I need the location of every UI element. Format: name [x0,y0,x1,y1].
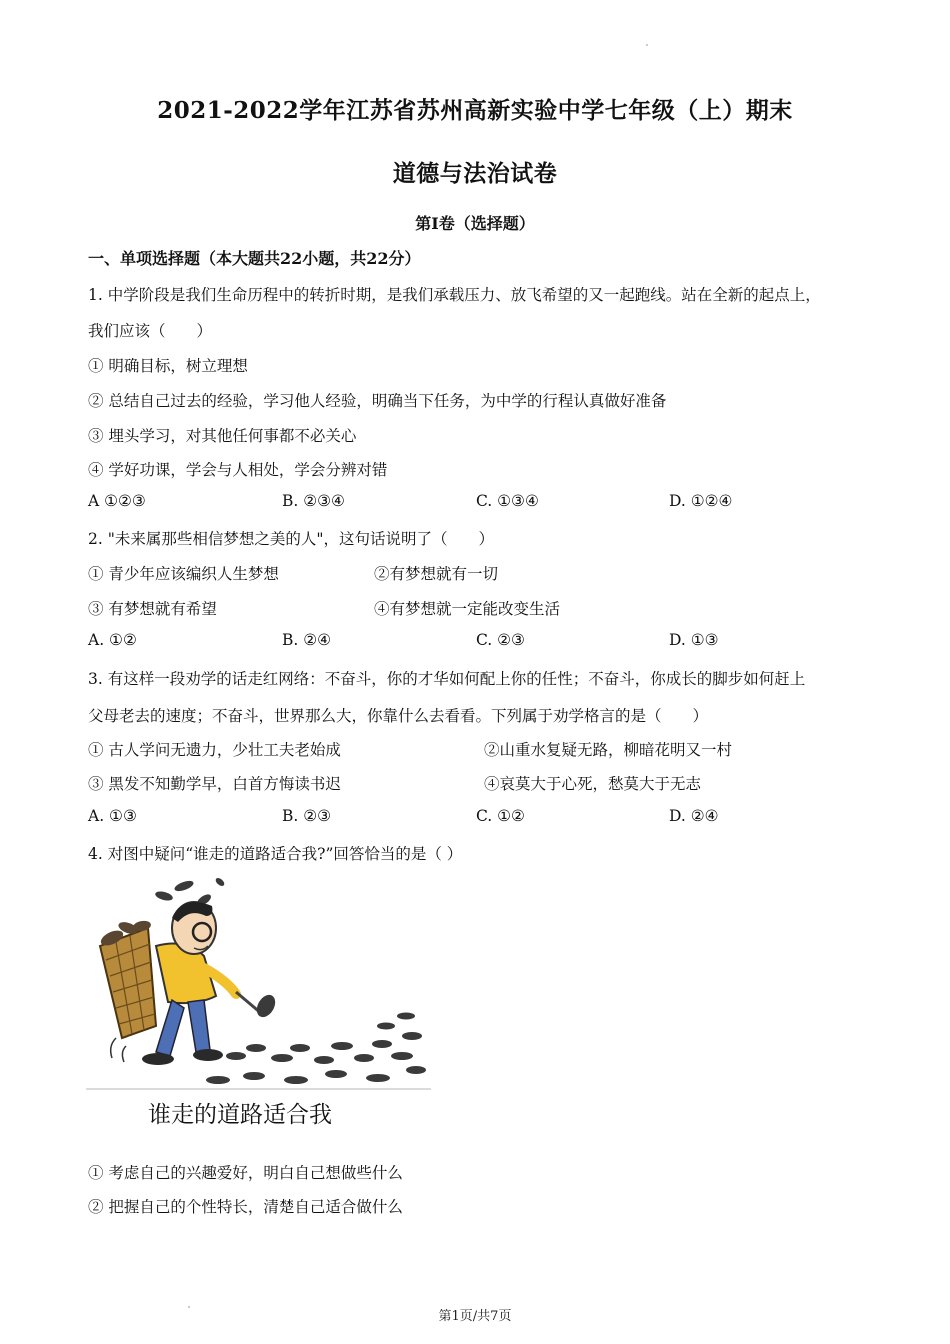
q1-option-b: B. ②③④ [282,492,345,510]
q1-stem-line2: 我们应该（ ） [88,322,213,340]
q2-item: ① 青少年应该编织人生梦想 [88,565,279,583]
q3-item: ②山重水复疑无路，柳暗花明又一村 [484,741,733,759]
q3-option-c: C. ①② [476,807,525,825]
section-heading: 一、单项选择题（本大题共22小题，共22分） [88,249,421,268]
q2-item: ②有梦想就有一切 [374,565,499,583]
q2-stem: 2. "未来属那些相信梦想之美的人"，这句话说明了（ ） [88,530,494,548]
page-title: 2021-2022学年江苏省苏州高新实验中学七年级（上）期末 [157,97,793,124]
q2-option-c: C. ②③ [476,631,525,649]
q3-option-b: B. ②③ [282,807,332,825]
volume-heading: 第Ⅰ卷（选择题） [415,214,535,233]
q3-stem-line2: 父母老去的速度；不奋斗，世界那么大，你靠什么去看看。下列属于劝学格言的是（ ） [88,707,709,725]
page-subtitle: 道德与法治试卷 [392,160,558,187]
cartoon-illustration [86,876,431,1091]
q3-option-a: A. ①③ [88,807,137,825]
q2-item: ④有梦想就一定能改变生活 [374,600,561,618]
q1-option-d: D. ①②④ [669,492,733,510]
q1-option-a: A ①②③ [88,492,146,510]
q3-option-d: D. ②④ [669,807,719,825]
q1-item: ② 总结自己过去的经验，学习他人经验，明确当下任务，为中学的行程认真做好准备 [88,392,667,410]
q2-option-d: D. ①③ [669,631,719,649]
q4-item: ① 考虑自己的兴趣爱好，明白自己想做些什么 [88,1164,403,1182]
q2-option-b: B. ②④ [282,631,332,649]
q4-item: ② 把握自己的个性特长，清楚自己适合做什么 [88,1198,403,1216]
q3-item: ④哀莫大于心死，愁莫大于无志 [484,775,702,793]
q1-item: ③ 埋头学习，对其他任何事都不必关心 [88,427,357,445]
q3-stem-line1: 3. 有这样一段劝学的话走红网络：不奋斗，你的才华如何配上你的任性；不奋斗，你成长的脚步如何赶上 [88,670,806,688]
q1-item: ④ 学好功课，学会与人相处，学会分辨对错 [88,461,388,479]
q4-stem: 4. 对图中疑问“谁走的道路适合我?”回答恰当的是（ ） [88,845,463,863]
q4-cartoon [86,876,431,1091]
scan-speck [646,44,648,46]
q3-item: ③ 黑发不知勤学早，白首方悔读书迟 [88,775,341,793]
q1-option-c: C. ①③④ [476,492,539,510]
cartoon-caption: 谁走的道路适合我 [148,1102,332,1128]
q2-item: ③ 有梦想就有希望 [88,600,217,618]
page-footer: 第1页/共7页 [438,1309,512,1324]
q1-stem-line1: 1. 中学阶段是我们生命历程中的转折时期，是我们承载压力、放飞希望的又一起跑线。站在全新的起点上， [88,286,821,304]
q3-item: ① 古人学问无遗力，少壮工夫老始成 [88,741,341,759]
q1-item: ① 明确目标，树立理想 [88,357,248,375]
q2-option-a: A. ①② [88,631,137,649]
